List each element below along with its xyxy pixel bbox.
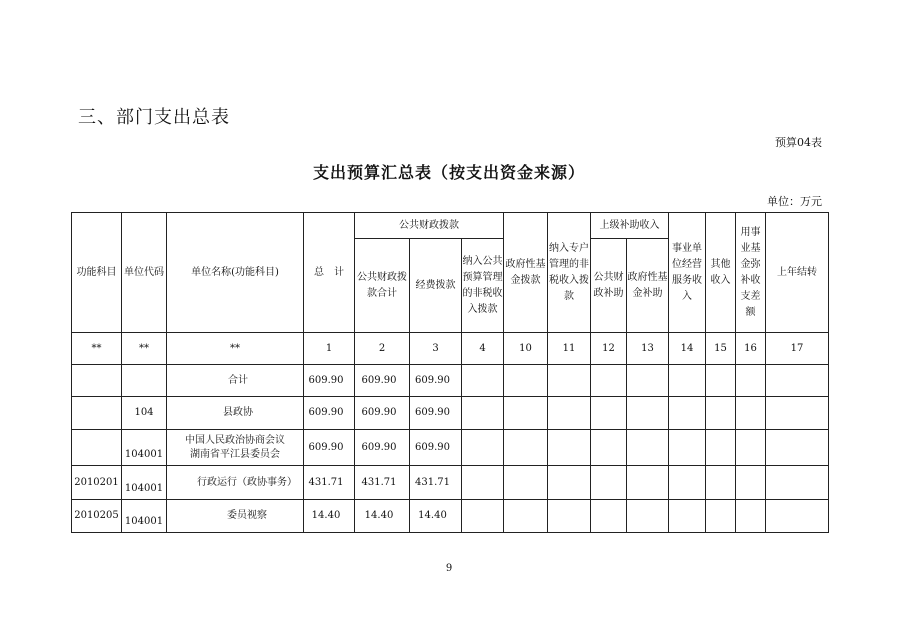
pf-total-cell: 431.71: [355, 466, 410, 500]
header-nontax-special: 纳入专户管理的非税收入拨款: [548, 213, 591, 333]
header-public-finance: 公共财政拨款: [355, 213, 504, 239]
table-row: [72, 365, 829, 397]
index-cell: 17: [766, 333, 829, 365]
unit-code-cell: 104: [122, 397, 167, 430]
table-row: [72, 430, 829, 466]
empty-cell: [591, 430, 627, 466]
page-number: 9: [445, 563, 453, 574]
unit-name-cell: 合计: [167, 365, 304, 397]
index-cell: **: [122, 333, 167, 365]
header-superior-subsidy: 上级补助收入: [591, 213, 669, 239]
index-cell: 3: [410, 333, 462, 365]
header-unit-code: 单位代码: [122, 213, 167, 333]
header-nontax-public: 纳入公共预算管理的非税收入拨款: [462, 239, 504, 333]
empty-cell: [669, 430, 706, 466]
total-cell: 431.71: [304, 466, 355, 500]
pf-total-cell: 609.90: [355, 365, 410, 397]
empty-cell: [504, 466, 548, 500]
empty-cell: [591, 365, 627, 397]
empty-cell: [736, 365, 766, 397]
header-unit-name: 单位名称(功能科目): [167, 213, 304, 333]
header-funding: 经费拨款: [410, 239, 462, 333]
empty-cell: [504, 397, 548, 430]
empty-cell: [766, 500, 829, 533]
unit-name-line2: 湖南省平江县委员会: [190, 448, 280, 460]
unit-name-cell: 行政运行（政协事务）: [167, 466, 304, 500]
index-cell: 11: [548, 333, 591, 365]
funding-cell: 14.40: [410, 500, 462, 533]
funding-cell: 431.71: [410, 466, 462, 500]
empty-cell: [548, 430, 591, 466]
empty-cell: [462, 466, 504, 500]
table-number: 预算04表: [775, 136, 822, 149]
pf-total-cell: 14.40: [355, 500, 410, 533]
index-cell: 16: [736, 333, 766, 365]
table-title: 支出预算汇总表（按支出资金来源）: [312, 163, 585, 182]
empty-cell: [462, 365, 504, 397]
empty-cell: [669, 397, 706, 430]
empty-cell: [548, 365, 591, 397]
empty-cell: [462, 430, 504, 466]
unit-code-cell: 104001: [122, 500, 167, 533]
empty-cell: [504, 365, 548, 397]
index-cell: 1: [304, 333, 355, 365]
empty-cell: [504, 430, 548, 466]
funding-cell: 609.90: [410, 430, 462, 466]
empty-cell: [591, 397, 627, 430]
empty-cell: [766, 430, 829, 466]
empty-cell: [627, 430, 669, 466]
empty-cell: [736, 430, 766, 466]
empty-cell: [504, 500, 548, 533]
unit-code-cell: 104001: [122, 430, 167, 466]
empty-cell: [548, 500, 591, 533]
unit-name-line1: 中国人民政治协商会议: [185, 434, 285, 446]
empty-cell: [766, 397, 829, 430]
header-other-income: 其他收入: [706, 213, 736, 333]
empty-cell: [462, 500, 504, 533]
header-public-finance-total: 公共财政拨款合计: [355, 239, 410, 333]
header-superior-public: 公共财政补助: [591, 239, 627, 333]
empty-cell: [706, 500, 736, 533]
empty-cell: [669, 466, 706, 500]
index-cell: 4: [462, 333, 504, 365]
empty-cell: [669, 500, 706, 533]
header-total: 总 计: [304, 213, 355, 333]
index-cell: 13: [627, 333, 669, 365]
total-cell: 609.90: [304, 430, 355, 466]
section-heading: 三、部门支出总表: [78, 107, 230, 128]
table-row: [72, 466, 829, 500]
total-cell: 14.40: [304, 500, 355, 533]
unit-name-cell: 县政协: [167, 397, 304, 430]
unit-name-cell: [167, 430, 304, 466]
unit-label: 单位：万元: [767, 195, 822, 208]
empty-cell: [627, 397, 669, 430]
empty-cell: [706, 466, 736, 500]
empty-cell: [736, 466, 766, 500]
index-cell: 2: [355, 333, 410, 365]
index-cell: **: [167, 333, 304, 365]
total-cell: 609.90: [304, 397, 355, 430]
empty-cell: [766, 365, 829, 397]
func-code-cell: [72, 365, 122, 397]
empty-cell: [591, 500, 627, 533]
table-row: [72, 397, 829, 430]
table-row: [72, 500, 829, 533]
func-code-cell: 2010205: [72, 500, 122, 533]
pf-total-cell: 609.90: [355, 397, 410, 430]
funding-cell: 609.90: [410, 397, 462, 430]
header-func-code: 功能科目: [72, 213, 122, 333]
index-cell: **: [72, 333, 122, 365]
header-balance-fund: 用事业基金弥补收支差额: [736, 213, 766, 333]
unit-name-cell: 委员视察: [167, 500, 304, 533]
empty-cell: [706, 397, 736, 430]
pf-total-cell: 609.90: [355, 430, 410, 466]
empty-cell: [548, 397, 591, 430]
empty-cell: [669, 365, 706, 397]
empty-cell: [627, 500, 669, 533]
index-cell: 12: [591, 333, 627, 365]
empty-cell: [627, 365, 669, 397]
header-carryover: 上年结转: [766, 213, 829, 333]
header-gov-fund: 政府性基金拨款: [504, 213, 548, 333]
budget-table: [71, 212, 829, 533]
empty-cell: [627, 466, 669, 500]
empty-cell: [706, 430, 736, 466]
func-code-cell: 2010201: [72, 466, 122, 500]
funding-cell: 609.90: [410, 365, 462, 397]
empty-cell: [766, 466, 829, 500]
empty-cell: [548, 466, 591, 500]
empty-cell: [591, 466, 627, 500]
unit-code-cell: 104001: [122, 466, 167, 500]
index-cell: 14: [669, 333, 706, 365]
empty-cell: [736, 500, 766, 533]
index-row: [72, 333, 829, 365]
total-cell: 609.90: [304, 365, 355, 397]
header-business-income: 事业单位经营服务收入: [669, 213, 706, 333]
empty-cell: [736, 397, 766, 430]
header-superior-gov-fund: 政府性基金补助: [627, 239, 669, 333]
empty-cell: [706, 365, 736, 397]
index-cell: 10: [504, 333, 548, 365]
func-code-cell: [72, 397, 122, 430]
index-cell: 15: [706, 333, 736, 365]
empty-cell: [462, 397, 504, 430]
func-code-cell: [72, 430, 122, 466]
unit-code-cell: [122, 365, 167, 397]
